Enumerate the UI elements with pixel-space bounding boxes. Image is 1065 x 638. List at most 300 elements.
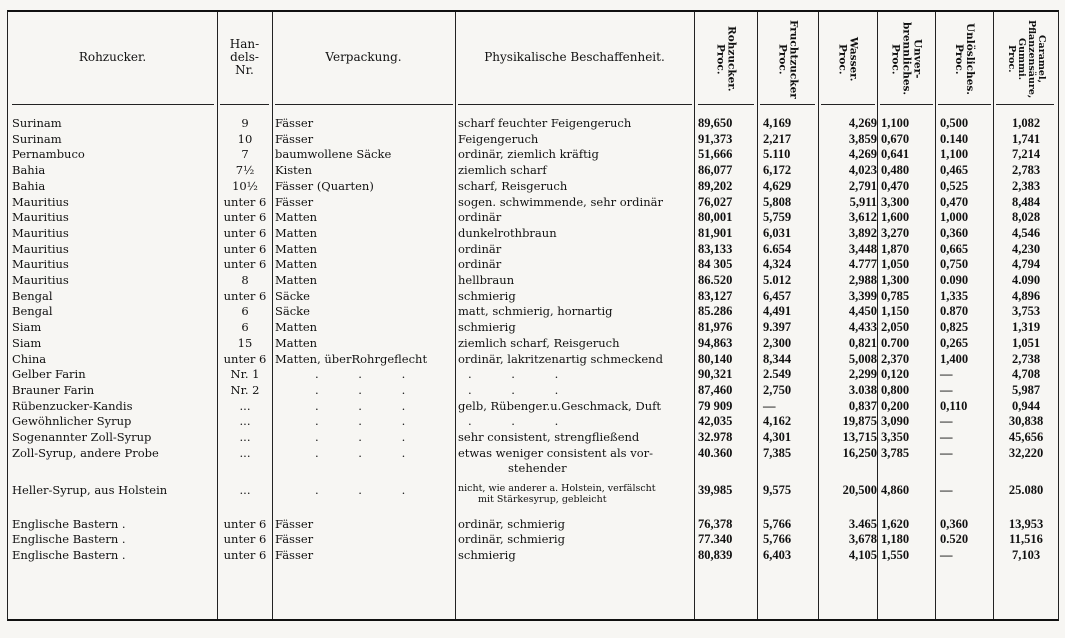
value-col-5: 0,465 — [940, 163, 969, 178]
value-col-4: 0,785 — [881, 288, 910, 303]
table-row — [8, 352, 1058, 368]
description-leader-dots: . . . — [468, 414, 577, 429]
value-col-3: 0,821 — [848, 335, 877, 350]
value-col-2: 6,172 — [763, 163, 792, 178]
value-col-4: 1,180 — [881, 532, 910, 547]
value-col-4: 1,550 — [881, 547, 910, 562]
handels-nr: unter 6 — [223, 210, 267, 225]
value-col-4: 2,370 — [881, 351, 910, 366]
value-col-4: 3,270 — [881, 225, 910, 240]
table-row — [8, 210, 1058, 226]
value-col-5: — — [940, 367, 953, 382]
header-handels-nr-line: dels- — [230, 49, 259, 64]
sugar-name: Mauritius — [12, 241, 69, 256]
sugar-name: Sogenannter Zoll-Syrup — [12, 430, 152, 444]
value-col-3: 13,715 — [842, 430, 877, 444]
value-col-5: — — [940, 445, 953, 460]
value-col-1: 84 305 — [698, 257, 733, 272]
table-row — [8, 116, 1058, 132]
header-rohzucker-label: Rohzucker. — [78, 49, 147, 64]
table-row — [8, 163, 1058, 179]
packaging-leader-dots: . . . — [315, 430, 424, 444]
value-col-6: 4.090 — [1011, 273, 1041, 287]
value-col-2: 5,759 — [763, 210, 792, 225]
sugar-name: Mauritius — [12, 210, 69, 225]
physical-description: matt, schmierig, hornartig — [458, 304, 613, 319]
physical-description: ordinär, schmierig — [458, 532, 565, 547]
value-col-1: 83,127 — [698, 288, 733, 303]
packaging: Matten — [275, 210, 318, 225]
value-col-6: 1,051 — [1011, 335, 1041, 350]
value-col-4: 3,350 — [881, 430, 910, 444]
header-rule — [458, 104, 692, 105]
header-line: Caramel, — [1036, 35, 1047, 83]
handels-nr: 10 — [237, 131, 253, 146]
value-col-2: 5,808 — [763, 194, 792, 209]
sugar-name: Rübenzucker-Kandis — [12, 398, 133, 413]
value-col-1: 81,976 — [698, 320, 733, 335]
table-row — [8, 336, 1058, 352]
table-row — [8, 304, 1058, 320]
value-col-2: 4,324 — [763, 257, 792, 272]
value-col-3: 4,433 — [848, 320, 877, 335]
value-col-5: 0.520 — [940, 532, 969, 547]
value-col-6: 0,944 — [1011, 398, 1041, 413]
table-row — [8, 430, 1058, 446]
handels-nr: Nr. 1 — [230, 367, 260, 382]
value-col-4: 1,150 — [881, 304, 910, 319]
value-col-4: 1,600 — [881, 210, 910, 225]
value-col-3: 2,988 — [848, 273, 877, 287]
packaging-leader-dots: . . . — [315, 398, 424, 413]
value-col-4: 0.700 — [881, 335, 910, 350]
header-col-caramel — [993, 18, 1059, 100]
header-line: Unlösliches. — [964, 23, 976, 95]
value-col-2: 5,766 — [763, 516, 792, 531]
value-col-3: 0,837 — [848, 398, 877, 413]
handels-nr: 6 — [241, 304, 249, 319]
packaging: Säcke — [275, 288, 310, 303]
handels-nr: 15 — [237, 335, 253, 350]
sugar-name: Mauritius — [12, 194, 69, 209]
sugar-name: Gewöhnlicher Syrup — [12, 414, 132, 429]
packaging: Matten — [275, 335, 318, 350]
value-col-6: 32,220 — [1008, 445, 1044, 460]
value-col-1: 94,863 — [698, 335, 733, 350]
handels-nr: 6 — [241, 320, 249, 335]
table-row — [8, 273, 1058, 289]
physical-description: etwas weniger consistent als vor- — [458, 445, 653, 460]
value-col-6: 1,319 — [1011, 320, 1041, 335]
sugar-name: Bahia — [12, 163, 46, 178]
value-col-1: 40.360 — [698, 445, 733, 460]
value-col-6: 8,484 — [1011, 194, 1041, 209]
table-row — [8, 147, 1058, 163]
value-col-5: 0,265 — [940, 335, 969, 350]
value-col-4: 3,785 — [881, 445, 910, 460]
header-line: Gummi. — [1016, 37, 1027, 81]
sugar-name: Mauritius — [12, 273, 69, 287]
table-row — [8, 195, 1058, 211]
value-col-5: — — [940, 483, 953, 498]
physical-description: scharf, Reisgeruch — [458, 178, 568, 193]
value-col-2: 6,457 — [763, 288, 792, 303]
sugar-name: Pernambuco — [12, 147, 85, 162]
header-line: Proc. — [714, 43, 727, 75]
table-row — [8, 257, 1058, 273]
value-col-1: 91,373 — [698, 131, 733, 146]
header-line: Unver- — [911, 39, 924, 79]
value-col-3: 2,299 — [848, 367, 877, 382]
table-row — [8, 399, 1058, 415]
value-col-3: 3,448 — [848, 241, 877, 256]
sugar-name: Bahia — [12, 178, 46, 193]
value-col-5: 0.090 — [940, 273, 969, 287]
value-col-2: 4,629 — [763, 178, 792, 193]
physical-description: sogen. schwimmende, sehr ordinär — [458, 194, 663, 209]
packaging: Matten — [275, 320, 318, 335]
value-col-5: 1,100 — [940, 147, 969, 162]
sugar-name: Siam — [12, 320, 42, 335]
value-col-6: 7,103 — [1011, 547, 1041, 562]
value-col-1: 89,650 — [698, 116, 733, 130]
physical-description: sehr consistent, strengfließend — [458, 430, 640, 444]
table-row — [8, 414, 1058, 430]
value-col-2: 5,766 — [763, 532, 792, 547]
value-col-1: 86.520 — [698, 273, 733, 287]
handels-nr: 8 — [241, 273, 249, 287]
handels-nr: 9 — [241, 116, 249, 130]
value-col-6: 4,546 — [1011, 225, 1041, 240]
physical-description: schmierig — [458, 320, 516, 335]
packaging-leader-dots: . . . — [315, 445, 424, 460]
value-col-6: 1,741 — [1011, 131, 1041, 146]
value-col-2: 5.012 — [763, 273, 792, 287]
value-col-3: 4,269 — [848, 116, 877, 130]
value-col-4: 0,470 — [881, 178, 910, 193]
value-col-5: — — [940, 430, 953, 444]
value-col-1: 42,035 — [698, 414, 733, 429]
value-col-5: — — [940, 547, 953, 562]
header-col-rohzucker — [694, 18, 757, 100]
value-col-2: 6.654 — [763, 241, 792, 256]
header-col-wasser — [818, 18, 877, 100]
value-col-6: 13,953 — [1008, 516, 1044, 531]
value-col-1: 51,666 — [698, 147, 733, 162]
value-col-1: 79 909 — [698, 398, 733, 413]
sugar-name: Mauritius — [12, 225, 69, 240]
handels-nr: ... — [239, 483, 251, 498]
value-col-4: 1,050 — [881, 257, 910, 272]
header-line: Proc. — [836, 43, 849, 75]
value-col-6: 4,708 — [1011, 367, 1041, 382]
physical-description: ziemlich scharf, Reisgeruch — [458, 335, 620, 350]
value-col-1: 80,140 — [698, 351, 733, 366]
value-col-6: 5,987 — [1011, 382, 1041, 397]
value-col-6: 4,230 — [1011, 241, 1041, 256]
value-col-3: 3,859 — [848, 131, 877, 146]
table-row — [8, 289, 1058, 305]
header-line: Fruchtzucker — [787, 19, 800, 99]
value-col-3: 5,911 — [849, 194, 877, 209]
header-line: Proc. — [1006, 45, 1017, 73]
physical-description-continued: mit Stärkesyrup, gebleicht — [478, 494, 607, 506]
handels-nr: ... — [239, 398, 251, 413]
sugar-name: Mauritius — [12, 257, 69, 272]
value-col-3: 20,500 — [842, 483, 877, 498]
value-col-2: 2,217 — [763, 131, 792, 146]
header-line: Proc. — [889, 43, 902, 75]
table-row — [8, 383, 1058, 399]
value-col-5: 0,525 — [940, 178, 969, 193]
sugar-name: Brauner Farin — [12, 382, 95, 397]
header-rohzucker — [8, 12, 217, 102]
physical-description: schmierig — [458, 547, 516, 562]
value-col-3: 16,250 — [842, 445, 877, 460]
handels-nr: ... — [239, 445, 251, 460]
value-col-4: 0,200 — [881, 398, 910, 413]
handels-nr: 10½ — [232, 178, 258, 193]
value-col-1: 87,460 — [698, 382, 733, 397]
packaging: Matten — [275, 257, 318, 272]
header-verpackung-label: Verpackung. — [325, 49, 402, 64]
value-col-2: 9.397 — [763, 320, 792, 335]
value-col-1: 77.340 — [698, 532, 733, 547]
header-rule — [698, 104, 754, 105]
packaging-leader-dots: . . . — [315, 367, 424, 382]
value-col-3: 4,450 — [848, 304, 877, 319]
value-col-5: — — [940, 414, 953, 429]
header-line: Wasser. — [847, 36, 860, 82]
sugar-name: Gelber Farin — [12, 367, 86, 382]
value-col-6: 2,383 — [1011, 178, 1041, 193]
handels-nr: ... — [239, 414, 251, 429]
header-rule — [760, 104, 815, 105]
value-col-4: 3,090 — [881, 414, 910, 429]
sugar-name: Heller-Syrup, aus Holstein — [12, 483, 168, 498]
value-col-6: 2,738 — [1011, 351, 1041, 366]
header-line: Rohzucker. — [725, 26, 738, 92]
physical-description: ordinär — [458, 257, 502, 272]
header-col-unloesliches — [935, 18, 993, 100]
value-col-1: 39,985 — [698, 483, 733, 498]
value-col-1: 85.286 — [698, 304, 733, 319]
value-col-5: 0,110 — [940, 398, 968, 413]
header-rule — [821, 104, 875, 105]
table-row — [8, 367, 1058, 383]
value-col-3: 3.038 — [848, 382, 877, 397]
packaging-leader-dots: . . . — [315, 483, 424, 498]
value-col-4: 1,620 — [881, 516, 910, 531]
sugar-name: Surinam — [12, 116, 62, 130]
sugar-name: Bengal — [12, 304, 53, 319]
packaging: Fässer — [275, 532, 314, 547]
table-row — [8, 242, 1058, 258]
value-col-1: 81,901 — [698, 225, 733, 240]
header-line: brennliches. — [900, 22, 913, 96]
sugar-name: Bengal — [12, 288, 53, 303]
sugar-name: Englische Bastern . — [12, 516, 126, 531]
value-col-5: 0.140 — [940, 131, 969, 146]
table-row — [8, 132, 1058, 148]
value-col-5: — — [940, 382, 953, 397]
value-col-3: 3,399 — [848, 288, 877, 303]
handels-nr: unter 6 — [223, 225, 267, 240]
value-col-2: 2,300 — [763, 335, 792, 350]
value-col-2: 4,169 — [763, 116, 792, 130]
value-col-2: 4,301 — [763, 430, 792, 444]
value-col-4: 1,300 — [881, 273, 910, 287]
handels-nr: ... — [239, 430, 251, 444]
value-col-4: 4,860 — [881, 483, 910, 498]
packaging: Matten — [275, 225, 318, 240]
value-col-6: 8,028 — [1011, 210, 1041, 225]
value-col-3: 4,269 — [848, 147, 877, 162]
value-col-5: 1,400 — [940, 351, 969, 366]
value-col-2: 6,031 — [763, 225, 792, 240]
sugar-name: Englische Bastern . — [12, 547, 126, 562]
header-line: Proc. — [953, 43, 965, 75]
value-col-4: 0,480 — [881, 163, 910, 178]
value-col-1: 83,133 — [698, 241, 733, 256]
value-col-4: 0,670 — [881, 131, 910, 146]
header-line: Proc. — [776, 43, 789, 75]
value-col-5: 0.870 — [940, 304, 969, 319]
packaging: Fässer — [275, 547, 314, 562]
value-col-3: 5,008 — [848, 351, 877, 366]
value-col-2: 2,750 — [763, 382, 792, 397]
header-handels-nr-line: Han- — [229, 36, 260, 51]
handels-nr: unter 6 — [223, 194, 267, 209]
sugar-name: Zoll-Syrup, andere Probe — [12, 445, 159, 460]
handels-nr: Nr. 2 — [230, 382, 260, 397]
value-col-3: 4,105 — [848, 547, 877, 562]
physical-description: schmierig — [458, 288, 516, 303]
value-col-2: 2.549 — [763, 367, 792, 382]
sugar-name: Surinam — [12, 131, 62, 146]
value-col-4: 1,100 — [881, 116, 910, 130]
table-row — [8, 445, 1058, 476]
value-col-3: 4,023 — [848, 163, 877, 178]
header-rule — [996, 104, 1054, 105]
value-col-6: 2,783 — [1011, 163, 1041, 178]
value-col-1: 80,001 — [698, 210, 733, 225]
value-col-5: 0,825 — [940, 320, 969, 335]
value-col-6: 25.080 — [1008, 483, 1044, 498]
handels-nr: 7½ — [235, 163, 255, 178]
header-rule — [938, 104, 991, 105]
packaging: Fässer — [275, 131, 314, 146]
packaging-leader-dots: . . . — [315, 414, 424, 429]
value-col-6: 11,516 — [1009, 532, 1043, 547]
header-rule — [12, 104, 214, 105]
value-col-6: 4,794 — [1011, 257, 1041, 272]
physical-description: ordinär — [458, 210, 502, 225]
value-col-6: 4,896 — [1011, 288, 1041, 303]
header-line: Pflanzensäure, — [1026, 19, 1037, 99]
header-beschaffenheit-label: Physikalische Beschaffenheit. — [484, 49, 665, 64]
table-row — [8, 517, 1058, 533]
packaging: Fässer — [275, 116, 314, 130]
value-col-1: 76,378 — [698, 516, 733, 531]
value-col-5: 0,470 — [940, 194, 969, 209]
header-rule — [275, 104, 453, 105]
value-col-1: 80,839 — [698, 547, 733, 562]
value-col-2: 4,491 — [763, 304, 792, 319]
table-row — [8, 483, 1058, 506]
packaging-leader-dots: . . . — [315, 382, 424, 397]
value-col-1: 76,027 — [698, 194, 733, 209]
value-col-4: 0,800 — [881, 382, 910, 397]
value-col-3: 3,612 — [848, 210, 877, 225]
table-row — [8, 548, 1058, 564]
packaging: Fässer — [275, 516, 314, 531]
value-col-1: 90,321 — [698, 367, 733, 382]
physical-description: dunkelrothbraun — [458, 225, 557, 240]
value-col-1: 86,077 — [698, 163, 733, 178]
sugar-name: China — [12, 351, 47, 366]
value-col-5: 0,360 — [940, 225, 969, 240]
handels-nr: unter 6 — [223, 288, 267, 303]
value-col-6: 30,838 — [1008, 414, 1044, 429]
handels-nr: unter 6 — [223, 257, 267, 272]
value-col-5: 0,750 — [940, 257, 969, 272]
packaging: Matten — [275, 273, 318, 287]
physical-description: ordinär — [458, 241, 502, 256]
header-beschaffenheit — [455, 12, 694, 102]
sugar-name: Englische Bastern . — [12, 532, 126, 547]
value-col-5: 0,500 — [940, 116, 969, 130]
value-col-5: 0,665 — [940, 241, 969, 256]
header-handels-nr — [217, 12, 272, 102]
value-col-5: 1,335 — [940, 288, 969, 303]
table-row — [8, 226, 1058, 242]
packaging: Fässer (Quarten) — [275, 178, 374, 193]
handels-nr: 7 — [241, 147, 249, 162]
physical-description: gelb, Rübenger.u.Geschmack, Duft — [458, 398, 662, 413]
value-col-3: 2,791 — [848, 178, 877, 193]
packaging: Fässer — [275, 194, 314, 209]
table-row — [8, 320, 1058, 336]
value-col-1: 89,202 — [698, 178, 733, 193]
physical-description: ziemlich scharf — [458, 163, 547, 178]
header-rule — [220, 104, 269, 105]
value-col-4: 0,120 — [881, 367, 910, 382]
value-col-3: 3.465 — [848, 516, 877, 531]
value-col-2: 6,403 — [763, 547, 792, 562]
handels-nr: unter 6 — [223, 516, 267, 531]
packaging: Kisten — [275, 163, 313, 178]
value-col-6: 7,214 — [1011, 147, 1041, 162]
value-col-2: 7,385 — [763, 445, 792, 460]
table-row — [8, 179, 1058, 195]
description-leader-dots: . . . — [468, 367, 577, 382]
value-col-3: 3,678 — [848, 532, 877, 547]
physical-description: ordinär, lakritzenartig schmeckend — [458, 351, 663, 366]
value-col-4: 2,050 — [881, 320, 910, 335]
physical-description: ordinär, schmierig — [458, 516, 565, 531]
sugar-analysis-table — [7, 10, 1059, 621]
packaging: baumwollene Säcke — [275, 147, 392, 162]
physical-description: ordinär, ziemlich kräftig — [458, 147, 599, 162]
description-leader-dots: . . . — [468, 382, 577, 397]
header-rule — [880, 104, 933, 105]
packaging: Säcke — [275, 304, 310, 319]
value-col-4: 1,870 — [881, 241, 910, 256]
value-col-2: 9,575 — [763, 483, 792, 498]
header-col-fruchtzucker — [757, 18, 818, 100]
handels-nr: unter 6 — [223, 241, 267, 256]
